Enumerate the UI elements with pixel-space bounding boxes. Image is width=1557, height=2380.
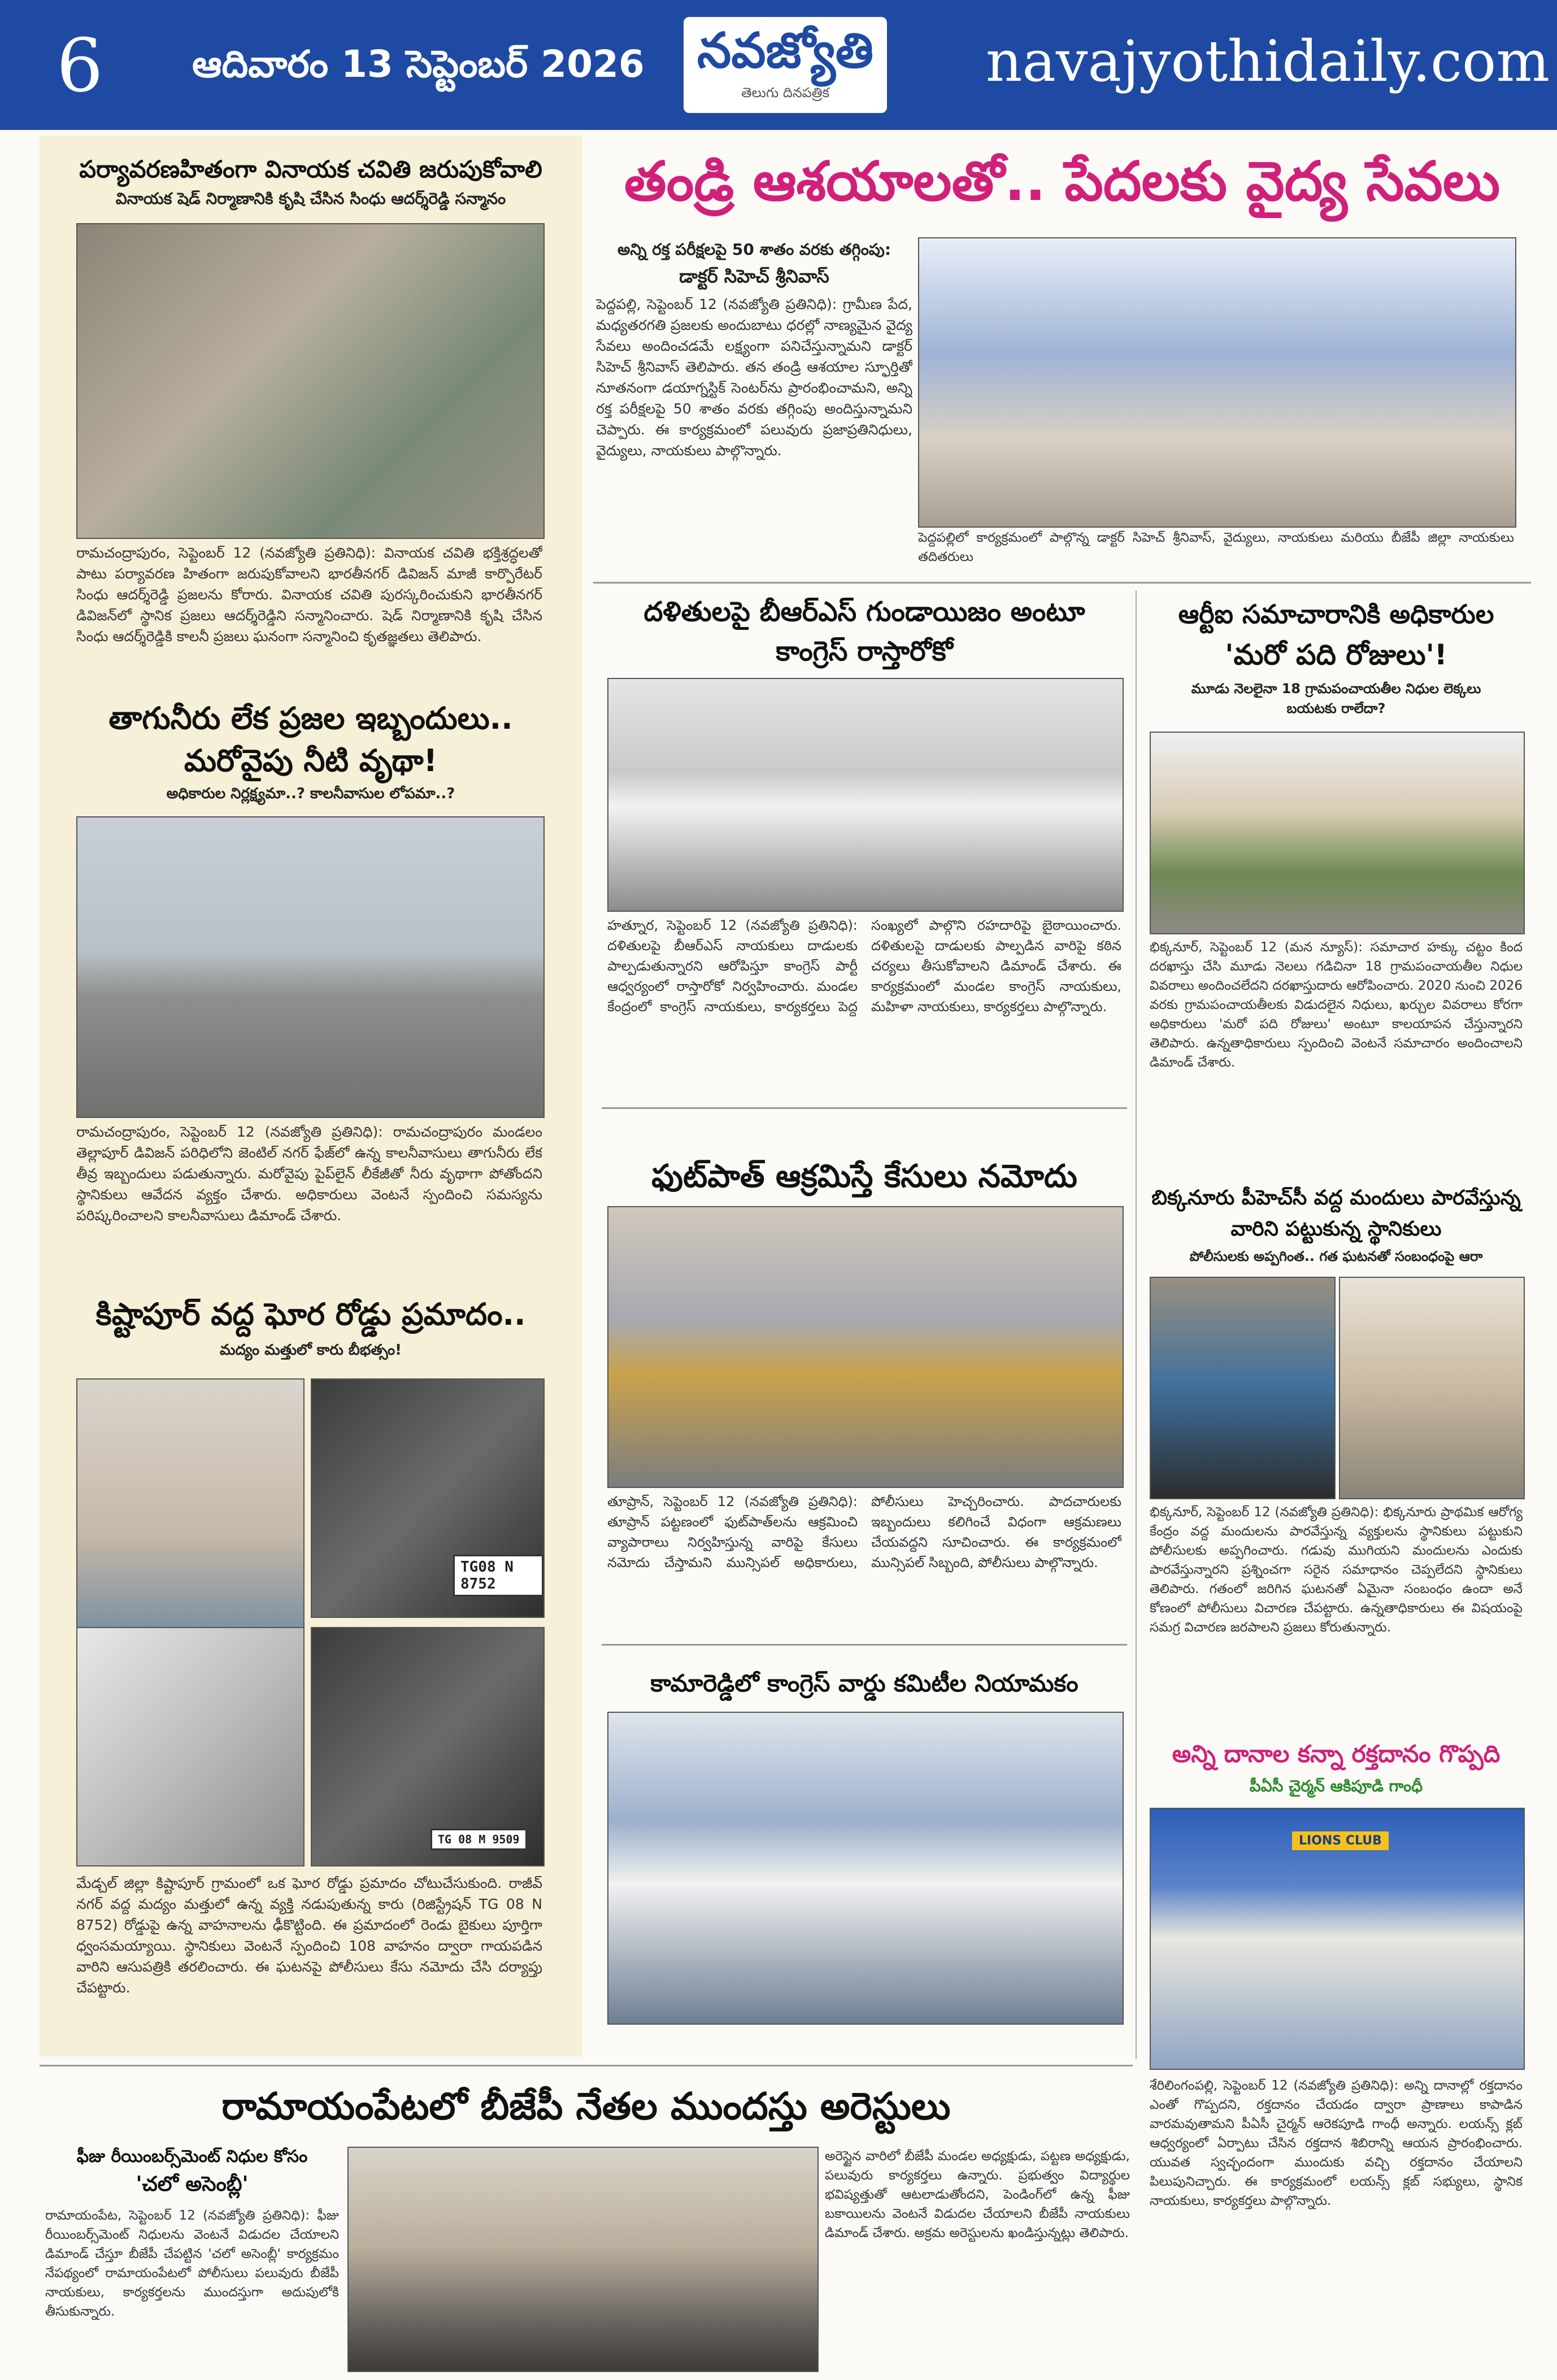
- article-water-body: రామచంద్రాపురం, సెప్టెంబర్ 12 (నవజ్యోతి ప్రతినిధి): రామచంద్రాపురం మండలం తెల్లాపూర్ డివిజన్ పరిధిలోని జెంటిల్ నగర్ ఫేజ్‌లో ఉన్న కాలనీవాసులు తాగునీరు లేక తీవ్ర ఇబ్బందులు పడుతున్నారు. మరోవైపు పైప్‌లైన్ లీకేజీతో నీరు వృథాగా పోతోందని స్థానికులు ఆవేదన వ్యక్తం చేశారు. అధికారులు వెంటనే స్పందించి సమస్యను పరిష్కరించాలని కాలనీవాసులు డిమాండ్ చేశారు.: [76, 1124, 542, 1224]
- lead-headline: తండ్రి ఆశయాలతో.. పేదలకు వైద్య సేవలు: [624, 150, 1501, 213]
- newspaper-logo: [684, 17, 887, 113]
- bottom-kicker-1: ఫీజు రీయింబర్స్‌మెంట్ నిధుల కోసం: [76, 2147, 308, 2166]
- article-phc-body: భిక్కనూర్, సెప్టెంబర్ 12 (నవజ్యోతి ప్రతినిధి): భిక్కనూరు ప్రాథమిక ఆరోగ్య కేంద్రం వద్ద మందులను పారవేస్తున్న వ్యక్తులను స్థానికులు పట్టుకుని పోలీసులకు అప్పగించారు. గడువు ముగియని మందులను ఎందుకు పారవేస్తున్నారని ప్రశ్నించగా సరైన సమాధానం చెప్పలేదని స్థానికులు తెలిపారు. గతంలో జరిగిన ఘటనతో ఏమైనా సంబంధం ఉందా అనే కోణంలో పోలీసులు విచారణ చేపట్టారు. ఉన్నతాధికారులు ఈ విషయంపై సమగ్ర విచారణ జరపాలని ప్రజలు కోరుతున్నారు.: [1150, 1505, 1523, 1635]
- article-footpath-body: తూప్రాన్, సెప్టెంబర్ 12 (నవజ్యోతి ప్రతినిధి): తూప్రాన్ పట్టణంలో ఫుట్‌పాత్‌లను ఆక్రమించి వ్యాపారాలు నిర్వహిస్తున్న వారిపై కేసులు నమోదు చేస్తామని మున్సిపల్ అధికారులు, పోలీసులు హెచ్చరించారు. పాదచారులకు ఇబ్బందులు కలిగించే విధంగా ఆక్రమణలు చేయవద్దని సూచించారు. ఈ కార్యక్రమంలో మున్సిపల్ సిబ్బంది, పోలీసులు పాల్గొన్నారు.: [607, 1494, 1121, 1570]
- bottom-body-left: రామాయంపేట, సెప్టెంబర్ 12 (నవజ్యోతి ప్రతినిధి): ఫీజు రీయింబర్స్‌మెంట్ నిధులను వెంటనే విడుదల చేయాలని డిమాండ్ చేస్తూ బీజేపీ చేపట్టిన 'చలో అసెంబ్లీ' కార్యక్రమం నేపథ్యంలో రామాయంపేటలో పోలీసులు పలువురు బీజేపీ నాయకులు, కార్యకర్తలను ముందస్తుగా అదుపులోకి తీసుకున్నారు.: [45, 2208, 339, 2319]
- article-blood-donation-headline: అన్ని దానాల కన్నా రక్తదానం గొప్పది: [1172, 1740, 1501, 1768]
- number-plate-bike: TG 08 M 9509: [430, 1829, 527, 1850]
- article-phc-headline-1: బిక్కనూరు పీహెచ్‌సీ వద్ద మందులు పారవేస్తున్న: [1151, 1186, 1521, 1209]
- lead-caption: పెద్దపల్లిలో కార్యక్రమంలో పాల్గొన్న డాక్టర్ సిహెచ్ శ్రీనివాస్, వైద్యులు, నాయకులు మరియు బీజేపీ జిల్లా నాయకులు తదితరులు: [918, 530, 1514, 564]
- article-phc-subhead: పోలీసులకు అప్పగింత.. గత ఘటనతో సంబంధంపై ఆరా: [1189, 1248, 1483, 1264]
- logo-tagline: తెలుగు దినపత్రిక: [741, 85, 830, 101]
- divider: [602, 1107, 1127, 1109]
- lead-subhead-1: అన్ని రక్త పరీక్షలపై 50 శాతం వరకు తగ్గింపు:: [617, 240, 891, 259]
- photo-blood-donation-camp: [1150, 1808, 1525, 2070]
- lead-subhead-2: డాక్టర్ సిహెచ్ శ్రీనివాస్: [679, 266, 829, 287]
- photo-damaged-car-side: [76, 1627, 305, 1866]
- issue-date: ఆదివారం 13 సెప్టెంబర్ 2026: [192, 42, 645, 86]
- website-link[interactable]: navajyothidaily.com: [986, 28, 1550, 94]
- divider: [602, 1644, 1127, 1646]
- photo-phc-building: [1339, 1277, 1525, 1499]
- article-accident-body: మేడ్చల్ జిల్లా కిష్టాపూర్ గ్రామంలో ఒక ఘోర రోడ్డు ప్రమాదం చోటుచేసుకుంది. రాజీవ్‌ నగర్ వద్ద మద్యం మత్తులో ఉన్న వ్యక్తి నడుపుతున్న కారు (రిజిస్ట్రేషన్ TG 08 N 8752) రోడ్డుపై ఉన్న వాహనాలను ఢీకొట్టింది. ఈ ప్రమాదంలో రెండు బైకులు పూర్తిగా ధ్వంసమయ్యాయి. స్థానికులు వెంటనే స్పందించి 108 వాహనం ద్వారా గాయపడిన వారిని ఆసుపత్రికి తరలించారు. ఈ ఘటనపై పోలీసులు కేసు నమోదు చేసి దర్యాప్తు చేపట్టారు.: [76, 1875, 542, 1996]
- article-water-subhead: అధికారుల నిర్లక్ష్యమా..? కాలనీవాసుల లోపమా..?: [166, 785, 455, 802]
- article-phc-headline-2: వారిని పట్టుకున్న స్థానికులు: [1230, 1217, 1442, 1241]
- article-ward-committee-headline: కామారెడ్డిలో కాంగ్రెస్ వార్డు కమిటీల నియామకం: [650, 1669, 1078, 1697]
- article-rti-headline-2: 'మరో పది రోజులు'!: [1225, 638, 1447, 671]
- logo-text: నవజ్యోతి: [697, 23, 873, 79]
- article-rastaroko-headline-2: కాంగ్రెస్ రాస్తారోకో: [776, 636, 953, 667]
- article-rti-body: భిక్కనూర్, సెప్టెంబర్ 12 (మన న్యూస్): సమాచార హక్కు చట్టం కింద దరఖాస్తు చేసి మూడు నెలలు గడిచినా 18 గ్రామపంచాయతీల నిధుల వివరాలు అందించలేదని దరఖాస్తుదారు ఆరోపించారు. 2020 నుంచి 2026 వరకు గ్రామపంచాయతీలకు విడుదలైన నిధులు, ఖర్చుల వివరాలు కోరగా అధికారులు 'మరో పది రోజులు' అంటూ కాలయాపన చేస్తున్నారని తెలిపారు. ఉన్నతాధికారులు స్పందించి వెంటనే సమాచారం అందించాలని డిమాండ్ చేశారు.: [1150, 940, 1523, 1070]
- article-accident-headline: కిష్టాపూర్ వద్ద ఘోర రోడ్డు ప్రమాదం..: [95, 1296, 526, 1332]
- photo-footpath-inspection: [607, 1206, 1124, 1488]
- photo-doctors-group: [918, 237, 1516, 528]
- page-number: 6: [56, 23, 103, 108]
- article-rastaroko-body: హత్నూర, సెప్టెంబర్ 12 (నవజ్యోతి ప్రతినిధి): దళితులపై బీఆర్ఎస్ నాయకులు దాడులకు పాల్పడుతున్నారని ఆరోపిస్తూ కాంగ్రెస్ పార్టీ ఆధ్వర్యంలో రాస్తారోకో నిర్వహించారు. మండల కేంద్రంలో కాంగ్రెస్ నాయకులు, కార్యకర్తలు పెద్ద సంఖ్యలో పాల్గొని రహదారిపై బైఠాయించారు. దళితులపై దాడులకు పాల్పడిన వారిపై కఠిన చర్యలు తీసుకోవాలని డిమాండ్ చేశారు. ఈ కార్యక్రమంలో మండల కాంగ్రెస్ నాయకులు, మహిళా నాయకులు, కార్యకర్తలు పాల్గొన్నారు.: [607, 917, 1121, 1015]
- bottom-body-right: అరెస్టైన వారిలో బీజేపీ మండల అధ్యక్షుడు, పట్టణ అధ్యక్షుడు, పలువురు కార్యకర్తలు ఉన్నారు. ప్రభుత్వం విద్యార్థుల భవిష్యత్తుతో ఆటలాడుతోందని, పెండింగ్‌లో ఉన్న ఫీజు బకాయిలను వెంటనే విడుదల చేయాలని బీజేపీ నాయకులు డిమాండ్ చేశారు. అక్రమ అరెస్టులను ఖండిస్తున్నట్లు తెలిపారు.: [825, 2149, 1130, 2240]
- photo-wet-road: [76, 816, 545, 1118]
- lead-body: పెద్దపల్లి, సెప్టెంబర్ 12 (నవజ్యోతి ప్రతినిధి): గ్రామీణ పేద, మధ్యతరగతి ప్రజలకు అందుబాటు ధరల్లో నాణ్యమైన వైద్య సేవలు అందించడమే లక్ష్యంగా పనిచేస్తున్నామని డాక్టర్ సిహెచ్ శ్రీనివాస్ తెలిపారు. తన తండ్రి ఆశయాల స్ఫూర్తితో నూతనంగా డయాగ్నస్టిక్ సెంటర్‌ను ప్రారంభించామని, అన్ని రక్త పరీక్షలపై 50 శాతం వరకు తగ్గింపు అందిస్తున్నామని చెప్పారు. ఈ కార్యక్రమంలో పలువురు ప్రజాప్రతినిధులు, వైద్యులు, నాయకులు పాల్గొన్నారు.: [596, 296, 912, 459]
- divider: [40, 2065, 1133, 2066]
- photo-committee-felicitation: [607, 1712, 1124, 2025]
- photo-suspect: [1150, 1277, 1336, 1499]
- article-rti-subhead-2: బయటకు రాలేదా?: [1286, 700, 1386, 716]
- article-rti-headline-1: ఆర్టీఐ సమాచారానికి అధికారుల: [1178, 599, 1494, 629]
- article-rastaroko-headline-1: దళితులపై బీఆర్ఎస్ గుండాయిజం అంటూ: [643, 596, 1085, 628]
- number-plate: TG08 N 8752: [453, 1555, 543, 1596]
- photo-ribbon-cutting: [76, 223, 545, 539]
- article-water-headline-2: మరోవైపు నీటి వృథా!: [184, 743, 438, 778]
- article-water-headline-1: తాగునీరు లేక ప్రజల ఇబ్బందులు..: [108, 700, 513, 736]
- divider: [593, 582, 1531, 584]
- bottom-kicker-2: 'చలో అసెంబ్లీ': [136, 2172, 249, 2196]
- article-eco-ganesh-subhead: వినాయక షెడ్ నిర్మాణానికి కృషి చేసిన సింధు ఆదర్శ్‌రెడ్డి సన్మానం: [115, 189, 506, 208]
- photo-wrecked-bike: [311, 1627, 545, 1866]
- article-blood-donation-subhead: పీఏసీ చైర్మన్ ఆకిపూడి గాంధీ: [1249, 1777, 1423, 1795]
- photo-damaged-car-front: [311, 1378, 545, 1618]
- spacer-2: [607, 2029, 1121, 2057]
- photo-police-station-arrests: [347, 2147, 819, 2372]
- bottom-headline: రామాయంపేటలో బీజేపీ నేతల ముందస్తు అరెస్టులు: [221, 2085, 951, 2128]
- article-eco-ganesh-headline: పర్యావరణహితంగా వినాయక చవితి జరుపుకోవాలి: [79, 155, 542, 183]
- article-accident-subhead: మద్యం మత్తులో కారు బీభత్సం!: [220, 1342, 402, 1359]
- article-footpath-headline: ఫుట్‌పాత్ ఆక్రమిస్తే కేసులు నమోదు: [651, 1158, 1077, 1195]
- article-eco-ganesh-body: రామచంద్రాపురం, సెప్టెంబర్ 12 (నవజ్యోతి ప్రతినిధి): వినాయక చవితి భక్తిశ్రద్ధలతో పాటు పర్యావరణ హితంగా జరుపుకోవాలని భారతీనగర్ డివిజన్ మాజీ కార్పొరేటర్ సింధు ఆదర్శ్‌రెడ్డి ప్రజలను కోరారు. వినాయక చవితి పురస్కరించుకుని భారతీనగర్ డివిజన్‌లో స్థానిక ప్రజలు ఆదర్శ్‌రెడ్డిని సన్మానించారు. షెడ్ నిర్మాణానికి కృషి చేసిన సింధు ఆదర్శ్‌రెడ్డికి కాలనీ ప్రజలు ఘనంగా సన్మానించి కృతజ్ఞతలు తెలిపారు.: [76, 545, 542, 645]
- lions-club-banner: LIONS CLUB: [1292, 1831, 1389, 1850]
- article-rti-subhead-1: మూడు నెలలైనా 18 గ్రామపంచాయతీల నిధుల లెక్కలు: [1191, 681, 1481, 697]
- article-blood-donation-body: శేరిలింగంపల్లి, సెప్టెంబర్ 12 (నవజ్యోతి ప్రతినిధి): అన్ని దానాల్లో రక్తదానం ఎంతో గొప్పదని, రక్తదానం చేయడం ద్వారా ప్రాణాలు కాపాడిన వారమవుతామని పీఏసీ చైర్మన్ ఆరెకపూడి గాంధీ అన్నారు. లయన్స్ క్లబ్ ఆధ్వర్యంలో ఏర్పాటు చేసిన రక్తదాన శిబిరాన్ని ఆయన ప్రారంభించారు. యువత స్వచ్ఛందంగా ముందుకు వచ్చి రక్తదానం చేయాలని పిలుపునిచ్చారు. ఈ కార్యక్రమంలో లయన్స్ క్లబ్ సభ్యులు, స్థానిక నాయకులు, కార్యకర్తలు పాల్గొన్నారు.: [1150, 2078, 1523, 2208]
- photo-road-protest: [607, 678, 1124, 912]
- photo-panchayat-office: [1150, 732, 1525, 934]
- column-divider: [1136, 590, 1137, 2059]
